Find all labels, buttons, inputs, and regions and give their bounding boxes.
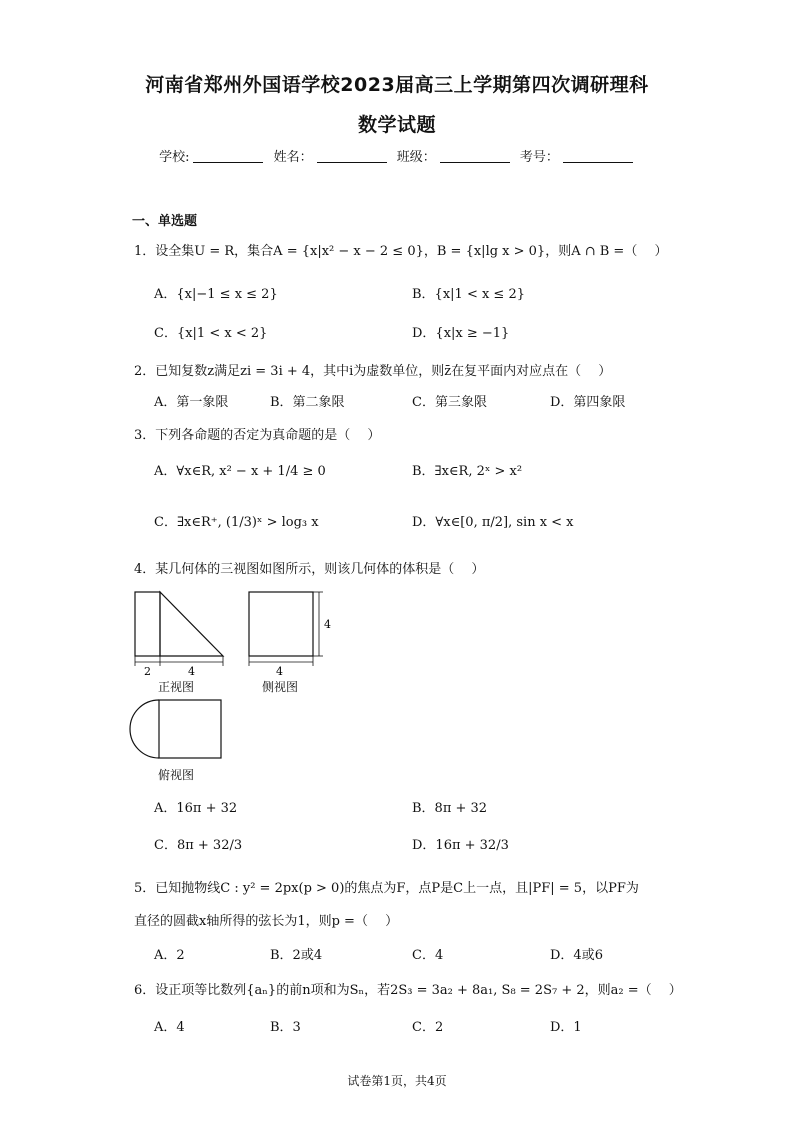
side-view-label: 侧视图 <box>262 680 299 694</box>
q1-option-c: C．{x|1 < x < 2} <box>154 326 268 341</box>
q5-stem-line2: 直径的圆截x轴所得的弦长为1，则p =（ ） <box>134 914 399 929</box>
q1-option-d: D．{x|x ≥ −1} <box>412 326 510 341</box>
q4-option-b: B．8π + 32 <box>412 801 488 816</box>
school-blank <box>193 150 263 163</box>
q3-option-d: D．∀x∈[0, π/2], sin x < x <box>412 515 574 530</box>
school-label: 学校: <box>159 150 190 165</box>
question-3 <box>134 424 380 443</box>
front-view-triangle <box>160 592 223 656</box>
dim-label-4-front: 4 <box>188 665 195 678</box>
side-view-square <box>249 592 313 656</box>
q5-stem-line1: 已知抛物线C : y² = 2px(p > 0)的焦点为F，点P是C上一点，且|PF| = 5，以PF为 <box>155 881 639 896</box>
q6-option-d: D．1 <box>550 1020 582 1035</box>
q4-stem: 某几何体的三视图如图所示，则该几何体的体积是（ ） <box>155 562 485 577</box>
front-view <box>135 592 223 656</box>
page-footer: 试卷第1页，共4页 <box>347 1074 447 1088</box>
q4-option-c: C．8π + 32/3 <box>154 838 243 853</box>
front-view-label: 正视图 <box>158 680 195 694</box>
q1-option-a: A．{x|−1 ≤ x ≤ 2} <box>154 287 278 302</box>
class-blank <box>440 150 510 163</box>
q3-number: 3． <box>134 428 156 443</box>
top-view-semicircle <box>130 700 159 758</box>
question-2 <box>134 360 611 379</box>
q6-number: 6． <box>134 983 156 998</box>
q1-option-b: B．{x|1 < x ≤ 2} <box>412 287 525 302</box>
q3-option-a: A．∀x∈R, x² − x + 1/4 ≥ 0 <box>154 464 326 479</box>
paper-title-line1: 河南省郑州外国语学校2023届高三上学期第四次调研理科 <box>145 74 649 96</box>
q2-number: 2． <box>134 364 156 379</box>
top-view-square <box>159 700 221 758</box>
q1-number: 1． <box>134 244 156 259</box>
q5-option-a: A．2 <box>154 948 185 963</box>
dim-label-2: 2 <box>144 665 151 678</box>
question-4 <box>134 558 484 577</box>
dim-label-4-side-height: 4 <box>324 618 331 631</box>
top-view-diagram <box>128 696 228 766</box>
q1-stem: 设全集U = R，集合A = {x|x² − x − 2 ≤ 0}，B = {x|lg x > 0}，则A ∩ B =（ ） <box>155 244 668 259</box>
question-5-line1 <box>134 877 639 896</box>
student-info-line <box>0 146 794 165</box>
number-label: 考号： <box>519 150 559 165</box>
paper-title-line2: 数学试题 <box>357 114 436 136</box>
q6-option-b: B．3 <box>270 1020 301 1035</box>
name-label: 姓名： <box>273 150 313 165</box>
q5-option-c: C．4 <box>412 948 444 963</box>
q5-option-d: D．4或6 <box>550 948 603 963</box>
class-label: 班级： <box>396 150 436 165</box>
dim-label-4-side-width: 4 <box>276 665 283 678</box>
question-1 <box>134 240 667 259</box>
q2-option-d: D．第四象限 <box>550 395 626 410</box>
q2-option-b: B．第二象限 <box>270 395 345 410</box>
q4-number: 4． <box>134 562 156 577</box>
number-blank <box>563 150 633 163</box>
q6-stem: 设正项等比数列{aₙ}的前n项和为Sₙ，若2S₃ = 3a₂ + 8a₁, S₈ = 2S₇ + 2，则a₂ =（ ） <box>155 983 682 998</box>
side-dimensions <box>249 592 323 666</box>
q5-number: 5． <box>134 881 156 896</box>
q3-option-b: B．∃x∈R, 2ˣ > x² <box>412 464 523 479</box>
q5-option-b: B．2或4 <box>270 948 323 963</box>
q3-stem: 下列各命题的否定为真命题的是（ ） <box>155 428 381 443</box>
question-6 <box>134 979 682 998</box>
q4-option-a: A．16π + 32 <box>154 801 238 816</box>
section-heading: 一、单选题 <box>132 214 198 229</box>
q6-option-a: A．4 <box>154 1020 185 1035</box>
q2-option-c: C．第三象限 <box>412 395 487 410</box>
q6-option-c: C．2 <box>412 1020 444 1035</box>
name-blank <box>317 150 387 163</box>
q4-option-d: D．16π + 32/3 <box>412 838 509 853</box>
q2-stem: 已知复数z满足zi = 3i + 4，其中i为虚数单位，则z̄在复平面内对应点在（ ） <box>155 364 612 379</box>
top-view-label: 俯视图 <box>158 768 195 782</box>
q3-option-c: C．∃x∈R⁺, (1/3)ˣ > log₃ x <box>154 515 319 530</box>
q2-option-a: A．第一象限 <box>154 395 229 410</box>
front-view-rect <box>135 592 160 656</box>
